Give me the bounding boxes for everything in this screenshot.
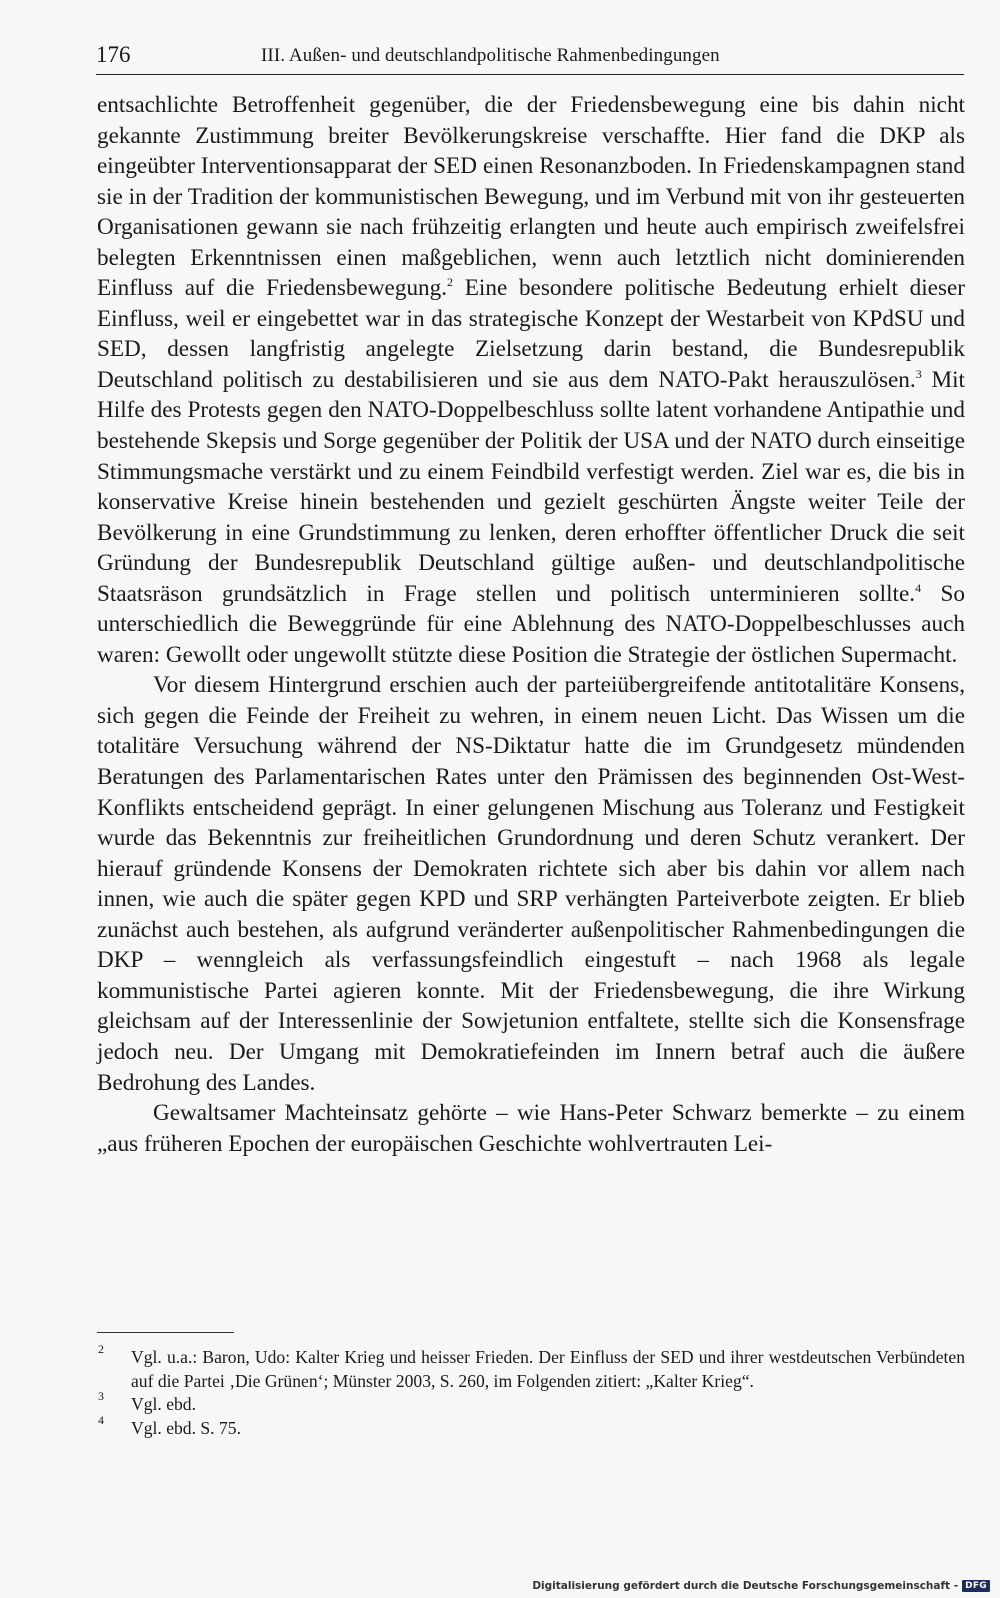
paragraph [97, 90, 965, 670]
page-header [96, 40, 964, 75]
footnote-text: Vgl. u.a.: Baron, Udo: Kalter Krieg und heisser Frieden. Der Einfluss der SED und ihrer westdeutschen Verbündeten auf die Partei ‚Die Grünen‘; Münster 2003, S. 260, im Folgenden zitiert: „Kalter Krieg“. [131, 1347, 965, 1391]
footnote-text: Vgl. ebd. S. 75. [131, 1417, 241, 1438]
footnote-text: Vgl. ebd. [131, 1394, 196, 1414]
footnote [97, 1342, 965, 1393]
footnote [97, 1389, 965, 1417]
digitization-footer [532, 1580, 990, 1592]
footnote-number: 3 [98, 1389, 104, 1403]
main-text [97, 90, 965, 1159]
text-run: entsachlichte Betroffenheit gegenüber, die der Friedensbewegung eine bis dahin nicht gekannte Zustimmung breiter Bevölkerungskreise verschaffte. Hier fand die DKP als eingeübter Interventionsapparat der SED einen Resonanzboden. In Friedenskampagnen stand sie in der Tradition der kommunistischen Bewegung, und im Verbund mit von ihr gesteuerten Organisationen gewann sie nach frühzeitig erlangten und heute auch empirisch zweifelsfrei belegten Erkenntnissen einen maßgeblichen, wenn auch letztlich nicht dominierenden Einfluss auf die Friedensbewegung. [97, 92, 965, 302]
footnote-marker[interactable]: 2 [447, 275, 454, 290]
text-run: Gewaltsamer Machteinsatz gehörte – wie Hans-Peter Schwarz bemerkte – zu einem „aus früheren Epochen der europäischen Geschichte wohlvertrauten Lei- [97, 1100, 965, 1157]
footnotes [97, 1342, 965, 1440]
footnote-separator [97, 1332, 234, 1333]
dfg-logo: DFG [962, 1580, 990, 1592]
paragraph [97, 670, 965, 1098]
footnote [97, 1412, 965, 1441]
text-run: Mit Hilfe des Protests gegen den NATO-Doppelbeschluss sollte latent vorhandene Antipathie und bestehende Skepsis und Sorge gegenüber der Politik der USA und der NATO durch einseitige Stimmungsmache verstärkt und zu einem Feindbild verfestigt werden. Ziel war es, die bis in konservative Kreise hinein bestehenden und gezielt geschürten Ängste weiter Teile der Bevölkerung in eine Grundstimmung zu lenken, deren erhoffter öffentlicher Druck die seit Gründung der Bundesrepublik Deutschland gültige außen- und deutschlandpolitische Staatsräson grundsätzlich in Frage stellen und politisch unterminieren sollte. [97, 366, 965, 607]
footnote-number: 2 [98, 1342, 104, 1356]
text-run: Eine besondere politische Bedeutung erhielt dieser Einfluss, weil er eingebettet war in das strategische Konzept der Westarbeit von KPdSU und SED, dessen langfristig angelegte Zielsetzung darin bestand, die Bundesrepublik Deutschland politisch zu destabilisieren und sie aus dem NATO-Pakt herauszulösen. [97, 275, 965, 393]
running-head: III. Außen- und deutschlandpolitische Rahmenbedingungen [261, 45, 720, 66]
text-run: Vor diesem Hintergrund erschien auch der parteiübergreifende antitotalitäre Konsens, sich gegen die Feinde der Freiheit zu wehren, in einem neuen Licht. Das Wissen um die totalitäre Versuchung während der NS-Diktatur hatte die im Grundgesetz mündenden Beratungen des Parlamentarischen Rates unter den Prämissen des beginnenden Ost-West-Konflikts entscheidend geprägt. In einer gelungenen Mischung aus Toleranz und Festigkeit wurde das Bekenntnis zur freiheitlichen Grundordnung und deren Schutz verankert. Der hierauf gründende Konsens der Demokraten richtete sich aber bis dahin vor allem nach innen, wie auch die später gegen KPD und SRP verhängten Parteiverbote zeigten. Er blieb zunächst auch bestehen, als aufgrund veränderter außenpolitischer Rahmenbedingungen die DKP – wenngleich als verfassungsfeindlich eingestuft – nach 1968 als legale kommunistische Partei agieren konnte. Mit der Friedensbewegung, die ihre Wirkung gleichsam auf der Interessenlinie der Sowjetunion entfaltete, stellte sich die Konsensfrage jedoch neu. Der Umgang mit Demokratiefeinden im Innern betraf auch die äußere Bedrohung des Landes. [97, 672, 965, 1096]
page-number: 176 [96, 42, 131, 67]
paragraph [97, 1098, 965, 1159]
footnote-number: 4 [98, 1412, 104, 1427]
footnote-marker[interactable]: 3 [915, 366, 922, 381]
digitization-note: Digitalisierung gefördert durch die Deutsche Forschungsgemeinschaft - [532, 1580, 959, 1592]
text-run: So unterschiedlich die Beweggründe für eine Ablehnung des NATO-Doppelbeschlusses auch waren: Gewollt oder ungewollt stützte diese Position die Strategie der östlichen Supermacht. [97, 580, 965, 668]
footnote-marker[interactable]: 4 [915, 580, 922, 595]
